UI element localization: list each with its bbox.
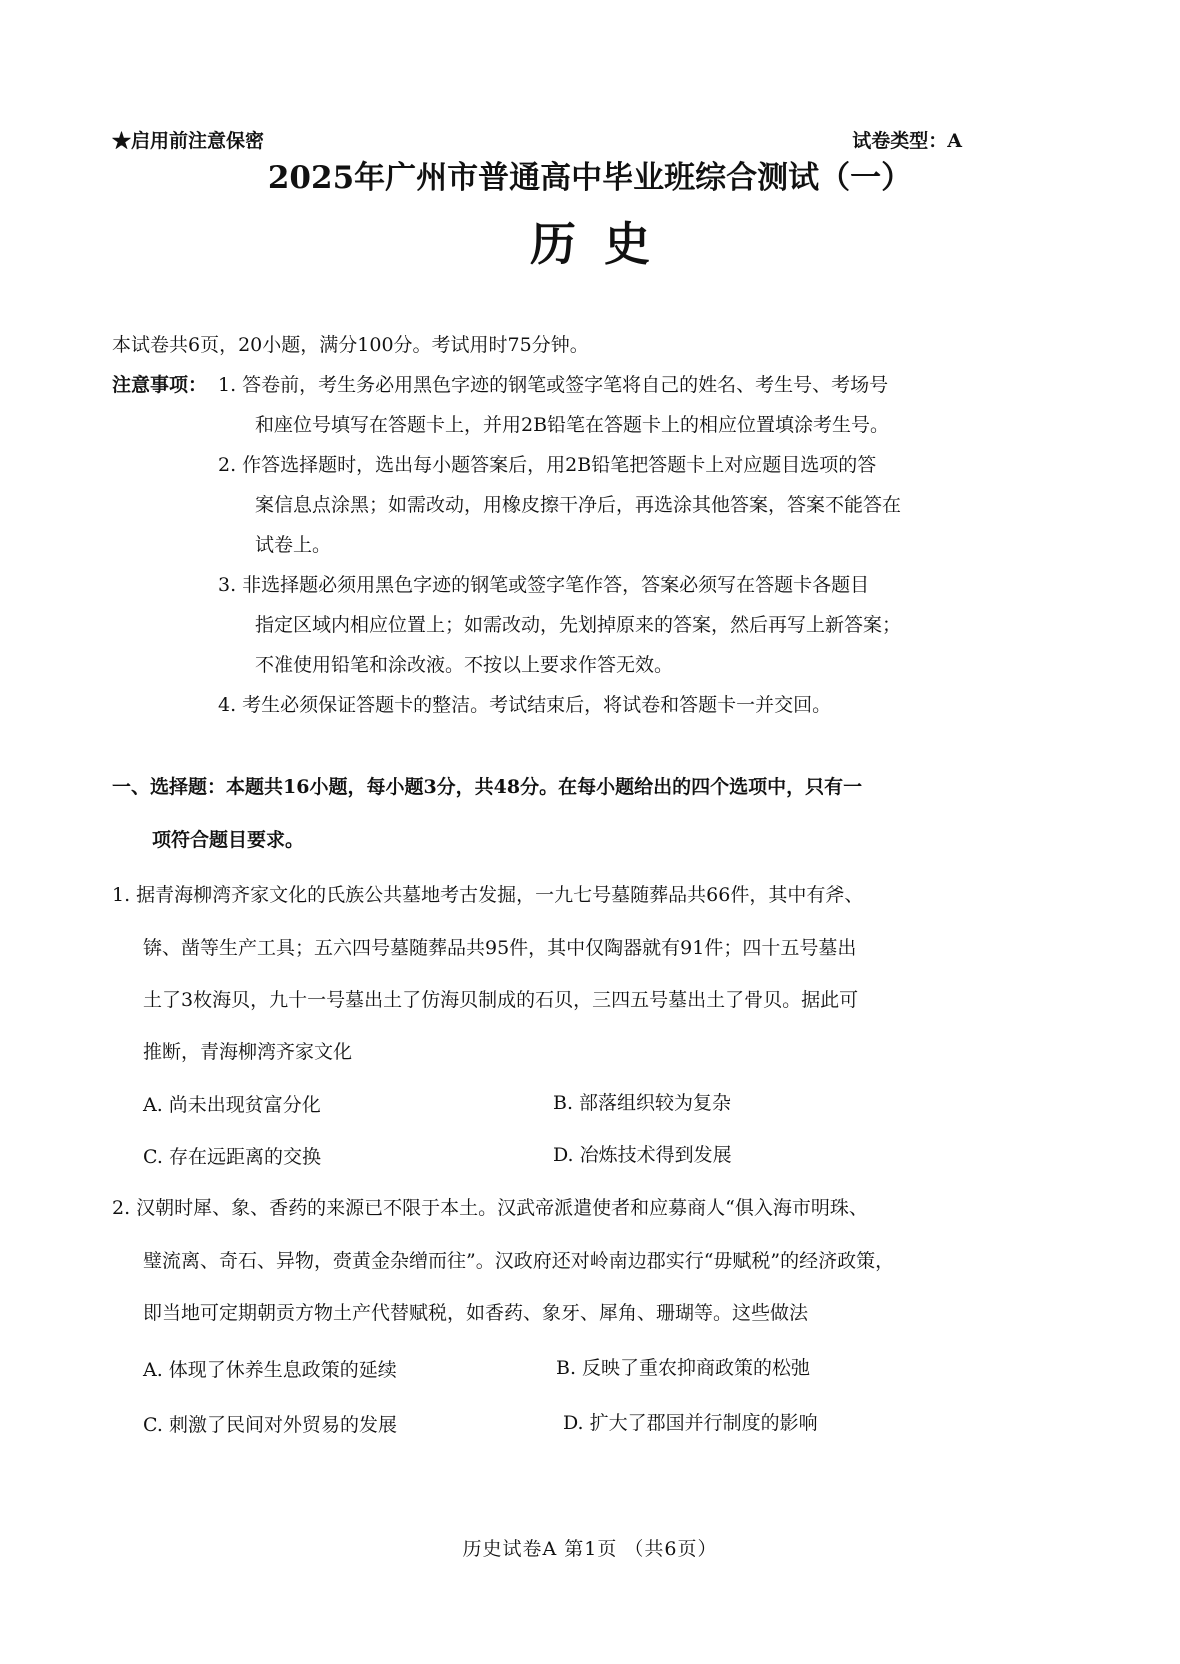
notes-label: 注意事项：: [112, 374, 208, 396]
question-1-option-a: A. 尚未出现贫富分化: [143, 1094, 321, 1116]
exam-title: 2025年广州市普通高中毕业班综合测试（一）: [267, 160, 913, 196]
question-2-line-2: 璧流离、奇石、异物，赍黄金杂缯而往”。汉政府还对岭南边郡实行“毋赋税”的经济政策，: [143, 1250, 895, 1272]
note-3-line-1: 3. 非选择题必须用黑色字迹的钢笔或签字笔作答，答案必须写在答题卡各题目: [218, 574, 870, 596]
section-heading-line-2: 项符合题目要求。: [152, 829, 305, 851]
note-2-line-2: 案信息点涂黑；如需改动，用橡皮擦干净后，再选涂其他答案，答案不能答在: [255, 494, 902, 516]
note-1-line-2: 和座位号填写在答题卡上，并用2B铅笔在答题卡上的相应位置填涂考生号。: [255, 414, 890, 436]
confidential-mark: ★启用前注意保密: [112, 130, 265, 152]
question-1-line-1: 1. 据青海柳湾齐家文化的氏族公共墓地考古发掘，一九七号墓随葬品共66件，其中有斧、: [112, 884, 864, 906]
note-4-line-1: 4. 考生必须保证答题卡的整洁。考试结束后，将试卷和答题卡一并交回。: [218, 694, 832, 716]
question-2-option-b: B. 反映了重农抑商政策的松弛: [556, 1357, 811, 1379]
subject-title: 历史: [530, 217, 678, 271]
question-1-line-3: 土了3枚海贝，九十一号墓出土了仿海贝制成的石贝，三四五号墓出土了骨贝。据此可: [143, 989, 859, 1011]
question-2-line-3: 即当地可定期朝贡方物土产代替赋税，如香药、象牙、犀角、珊瑚等。这些做法: [143, 1302, 809, 1324]
question-1-line-2: 锛、凿等生产工具；五六四号墓随葬品共95件，其中仅陶器就有91件；四十五号墓出: [143, 937, 857, 959]
note-1-line-1: 1. 答卷前，考生务必用黑色字迹的钢笔或签字笔将自己的姓名、考生号、考场号: [218, 374, 889, 396]
note-2-line-1: 2. 作答选择题时，选出每小题答案后，用2B铅笔把答题卡上对应题目选项的答: [218, 454, 877, 476]
question-1-line-4: 推断，青海柳湾齐家文化: [143, 1041, 353, 1063]
question-2-option-a: A. 体现了休养生息政策的延续: [143, 1359, 397, 1381]
paper-type: 试卷类型：A: [852, 130, 962, 152]
note-3-line-2: 指定区域内相应位置上；如需改动，先划掉原来的答案，然后再写上新答案；: [255, 614, 902, 636]
question-2-option-c: C. 刺激了民间对外贸易的发展: [143, 1414, 397, 1436]
question-1-option-d: D. 冶炼技术得到发展: [553, 1144, 732, 1166]
note-2-line-3: 试卷上。: [255, 534, 332, 556]
exam-intro: 本试卷共6页，20小题，满分100分。考试用时75分钟。: [112, 334, 589, 356]
note-3-line-3: 不准使用铅笔和涂改液。不按以上要求作答无效。: [255, 654, 674, 676]
question-1-option-c: C. 存在远距离的交换: [143, 1146, 321, 1168]
question-2-option-d: D. 扩大了郡国并行制度的影响: [563, 1412, 818, 1434]
section-heading-line-1: 一、选择题：本题共16小题，每小题3分，共48分。在每小题给出的四个选项中，只有一: [112, 776, 863, 798]
page-footer: 历史试卷A 第1页 （共6页）: [462, 1538, 718, 1560]
question-1-option-b: B. 部落组织较为复杂: [553, 1092, 732, 1114]
question-2-line-1: 2. 汉朝时犀、象、香药的来源已不限于本土。汉武帝派遣使者和应募商人“俱入海市明珠、: [112, 1197, 868, 1219]
